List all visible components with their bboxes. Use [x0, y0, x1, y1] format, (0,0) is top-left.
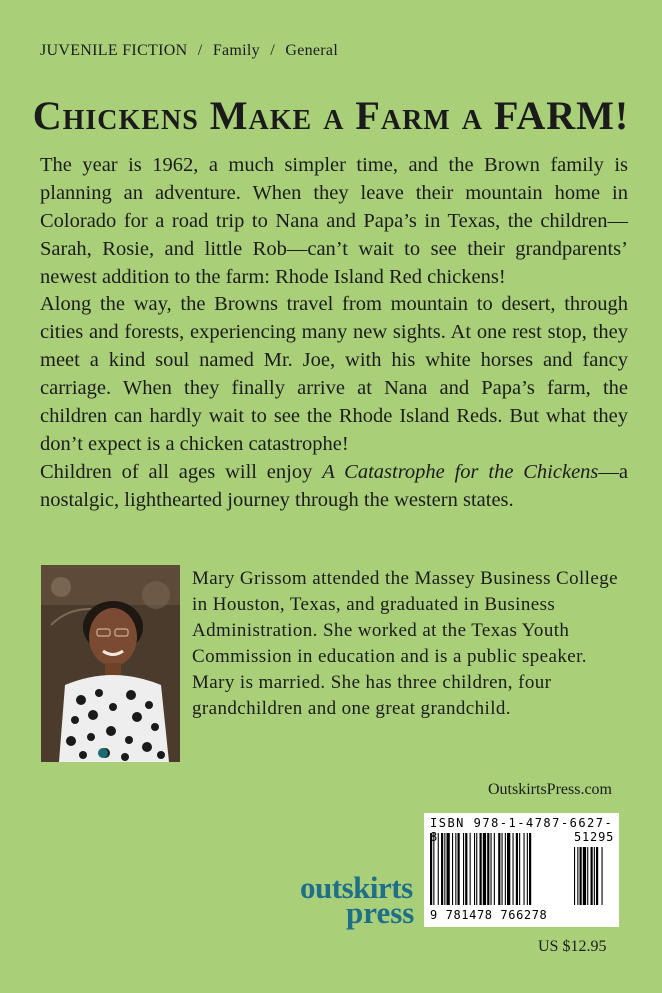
category-separator: / — [270, 42, 276, 59]
logo-line-outskirts: outskirts — [300, 870, 413, 905]
logo-line-press: press — [346, 895, 415, 930]
category-separator: / — [197, 42, 203, 59]
barcode-bars — [430, 833, 614, 909]
blurb-paragraph-2: Along the way, the Browns travel from mountain to desert, through cities and forests, experiencing many new sights. At one rest stop, they meet a kind soul named Mr. Joe, with his white horses and fancy carriage. When they finally arrive at Nana and Papa’s farm, the children can hardly wait to see the Rhode Island Reds. But what they don’t expect is a chicken catastrophe! — [40, 293, 628, 455]
barcode-addon-number: 51295 — [574, 830, 615, 844]
isbn-barcode — [424, 813, 619, 927]
blurb-paragraph-3 — [40, 458, 628, 514]
category-main: JUVENILE FICTION — [40, 42, 188, 59]
author-portrait-image — [41, 565, 180, 762]
blurb-paragraph-1: The year is 1962, a much simpler time, and the Brown family is planning an adventure. When they leave their mountain home in Colorado for a road trip to Nana and Papa’s in Texas, the children—Sarah, Rosie, and little Rob—can’t wait to see their grandparents’ newest addition to the farm: Rhode Island Red chickens! — [40, 154, 628, 288]
blurb-p3-outro: —a nostalgic, lighthearted journey through the western states. — [40, 461, 629, 511]
author-photo — [41, 565, 180, 762]
category-sub-family: Family — [212, 42, 260, 59]
publisher-logo — [300, 872, 414, 928]
blurb-p3-intro: Children of all ages will enjoy — [40, 461, 323, 483]
category-sub-general: General — [285, 42, 339, 59]
author-bio: Mary Grissom attended the Massey Business College in Houston, Texas, and graduated in Business Administration. She worked at the Texas Youth Commission in education and is a public speaker. Mary is married. She has three children, four grandchildren and one great grandchild. — [192, 568, 618, 719]
price: US $12.95 — [538, 938, 607, 955]
isbn-label: ISBN 978-1-4787-6627- — [430, 816, 614, 830]
category-line — [40, 42, 338, 60]
publisher-website: OutskirtsPress.com — [488, 781, 612, 798]
isbn-digits: 9 781478 766278 — [430, 908, 548, 922]
headline: Chickens Make a Farm a FARM! — [32, 93, 630, 138]
book-title: A Catastrophe for the Chickens — [322, 461, 599, 483]
